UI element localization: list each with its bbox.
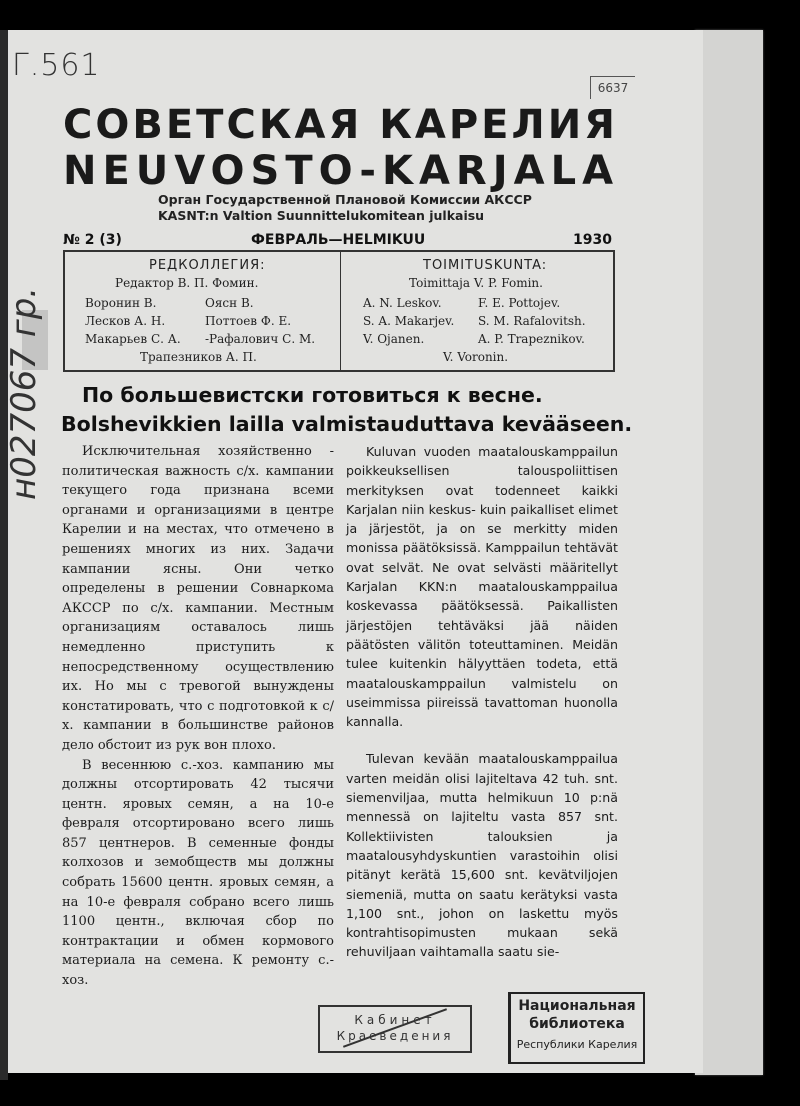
issue-month: ФЕВРАЛЬ—HELMIKUU (251, 232, 426, 248)
article-paragraph-ru: Исключительная хозяйственно - политическая важность с/х. кампании текущего года признана всеми органами и организациями в центре Карелии и на местах, что отмечено в решениях многих из них. Задачи кампании ясны. Они четко определены в решении Совнаркома АКССР по с/х. кампании. Местным организациям оставалось лишь немедленно приступить к непосредственному осуществлению их. Но мы с тревогой вынуждены констатировать, что с подготовкой к с/х. кампании в большинстве районов дело обстоит из рук вон плохо. (62, 444, 334, 753)
article-paragraph-ru: В весеннюю с.-хоз. кампанию мы должны отсортировать 42 тысячи центн. яровых семян, а на 10-е февраля отсортировано всего лишь 857 центнеров. В семенные фонды колхозов и земобществ мы должны собрать 15600 центн. яровых семян, а на 10-е февраля собрано всего лишь 1100 центн., включая сбор по контрактации и обмен кормового материала на семена. К ремонту с.-хоз. (62, 757, 334, 989)
back-page-edge (695, 30, 763, 1075)
cabinet-stamp (318, 1005, 472, 1053)
issue-year: 1930 (573, 232, 612, 248)
article-paragraph-fi: Kuluvan vuoden maatalouskamppailun poikkeuksellisen talouspoliittisen merkityksen ovat todenneet kaikki Karjalan niin keskus- kuin paikalliset elimet ja järjestöt, ja on se merkitty miden monissa päätöksissä. Kamppailun tehtävät ovat selvät. Ne ovat selvästi määritellyt Karjalan KKN:n maatalouskamppailua koskevassa päätöksessä. Paikallisten järjestöjen tehtäväksi jää näiden päätösten välitön toteuttaminen. Meidän tulee kuitenkin hälyyttäen todeta, että maatalouskamppailun valmistelu on useimmissa piireissä tavattoman huonolla kannalla. (346, 444, 618, 730)
library-stamp-line: библиотека (529, 1016, 625, 1032)
editorial-board-fi (343, 252, 613, 370)
library-stamp-line: Республики Карелия (516, 1038, 638, 1051)
board-member: F. E. Pottojev. (478, 296, 561, 310)
library-stamp-line: Национальная (518, 998, 636, 1014)
masthead-subtitle-ru: Орган Государственной Плановой Комиссии АКССР (158, 192, 532, 207)
board-heading-ru: РЕДКОЛЛЕГИЯ: (149, 258, 266, 273)
masthead-subtitle-fi: KASNT:n Valtion Suunnittelukomitean julkaisu (158, 208, 485, 223)
shelf-number-stamp: 6637 (590, 76, 635, 99)
newspaper-page (4, 30, 703, 1073)
cabinet-stamp-line: Кабинет (354, 1013, 436, 1027)
board-member: Макарьев С. А. (85, 332, 181, 346)
masthead-title-fi: NEUVOSTO-KARJALA (63, 148, 620, 194)
article-column-fi (346, 442, 618, 962)
editorial-board-ru (65, 252, 335, 370)
board-editor-ru: Редактор В. П. Фомин. (115, 276, 259, 290)
article-headline-fi: Bolshevikkien lailla valmistauduttava kevääseen. (61, 412, 633, 436)
editorial-board (63, 250, 615, 372)
board-member: Поттоев Ф. Е. (205, 314, 292, 328)
board-editor-fi: Toimittaja V. P. Fomin. (409, 276, 543, 290)
pencil-shelf-mark: Г.561 (12, 48, 101, 83)
board-member: A. N. Leskov. (363, 296, 442, 310)
board-member: A. P. Trapeznikov. (478, 332, 585, 346)
article-column-ru (62, 442, 334, 991)
board-member: Оясн В. (205, 296, 254, 310)
scanner-edge (0, 30, 8, 1080)
article-paragraph-fi: Tulevan kevään maatalouskamppailua varten meidän olisi lajiteltava 42 tuh. snt. siemenviljaa, mutta helmikuun 10 p:nä mennessä on lajiteltu vasta 857 snt. Kollektiivisten talouksien ja maatalousyhdyskuntien varastoihin olisi pitänyt kerätä 15,600 snt. kevätviljojen siemeniä, mutta on saatu kerätyksi vasta 1,100 snt., johon on laskettu myös kontrahtisopimusten mukaan sekä rehuviljaan vaihtamalla saatu sie- (346, 751, 618, 960)
board-heading-fi: TOIMITUSKUNTA: (423, 258, 548, 273)
board-member: V. Voronin. (443, 350, 509, 364)
board-member: V. Ojanen. (363, 332, 425, 346)
inventory-number: н027067 гр. (4, 286, 44, 500)
article-headline-ru: По большевистски готовиться к весне. (82, 383, 543, 407)
board-member: Воронин В. (85, 296, 157, 310)
board-member: Лесков А. Н. (85, 314, 166, 328)
library-stamp (508, 992, 645, 1064)
board-member: -Рафалович С. М. (205, 332, 316, 346)
board-member: Трапезников А. П. (140, 350, 257, 364)
board-member: S. M. Rafalovitsh. (478, 314, 586, 328)
board-member: S. A. Makarjev. (363, 314, 455, 328)
issue-line (63, 232, 613, 252)
masthead-title-ru: СОВЕТСКАЯ КАРЕЛИЯ (63, 102, 618, 148)
board-divider (340, 252, 341, 370)
cabinet-stamp-line: Краеведения (336, 1029, 454, 1043)
issue-number: № 2 (3) (63, 232, 122, 248)
